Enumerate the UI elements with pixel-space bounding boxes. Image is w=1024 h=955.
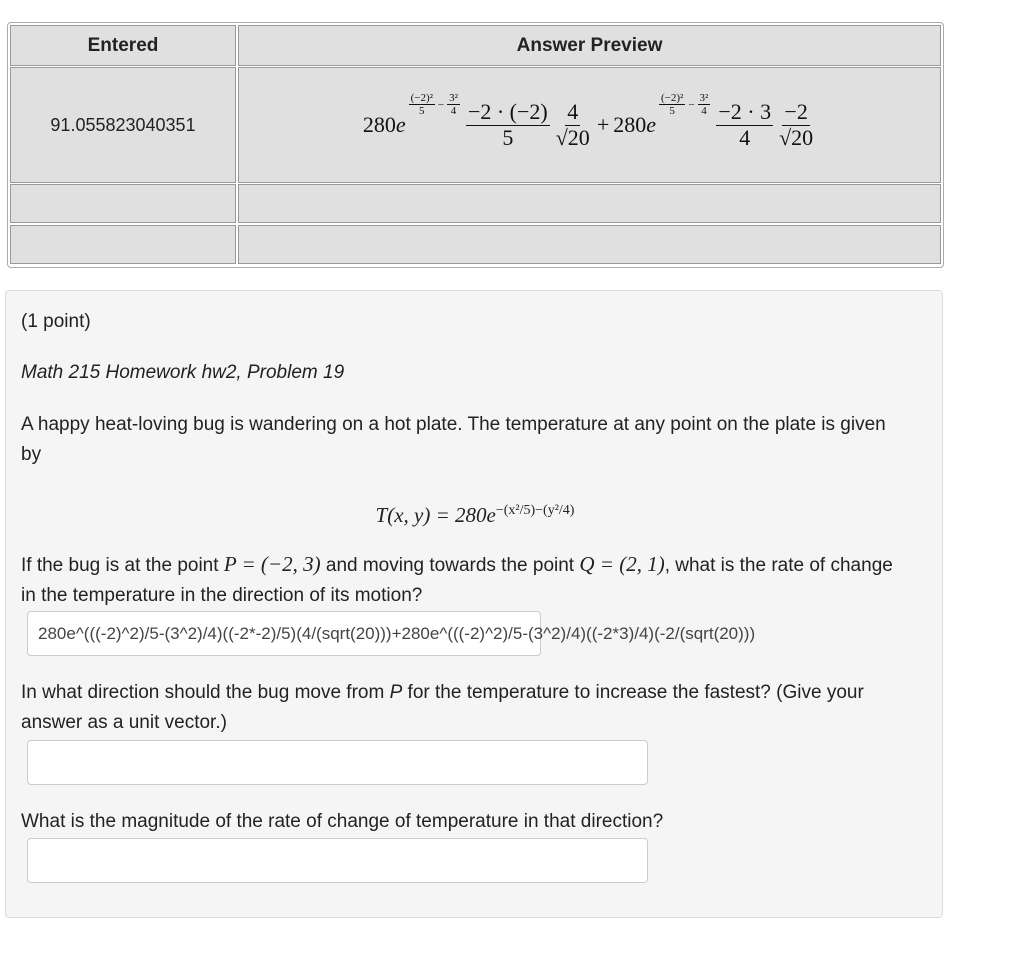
entered-empty bbox=[10, 184, 236, 223]
exponent bbox=[406, 92, 463, 117]
point-p: P bbox=[389, 682, 403, 703]
formula-exponent: −(x²/5)−(y²/4) bbox=[495, 503, 575, 518]
q1-text: and moving towards the point bbox=[320, 555, 580, 576]
preview-math bbox=[362, 92, 816, 150]
formula-lhs: T(x, y) = 280e bbox=[375, 503, 496, 527]
minus: − bbox=[688, 98, 695, 111]
problem-box bbox=[5, 290, 943, 918]
frac-den: √20 bbox=[779, 124, 814, 150]
point-p: P = (−2, 3) bbox=[223, 552, 321, 576]
problem-intro: A happy heat-loving bug is wandering on a hot plate. The temperature at any point on the plate is given by bbox=[21, 414, 886, 465]
q1-text: , what is the rate of change in the temperature in the direction of its motion? bbox=[21, 555, 893, 606]
question-2 bbox=[21, 678, 901, 738]
q1-text: If the bug is at the point bbox=[21, 555, 224, 576]
frac-num: −2 bbox=[784, 99, 808, 125]
problem-points: (1 point) bbox=[21, 311, 91, 332]
q2-text: In what direction should the bug move from bbox=[21, 682, 390, 703]
exp-den: 4 bbox=[450, 105, 457, 118]
preview-empty bbox=[238, 225, 941, 264]
frac-den: √20 bbox=[555, 124, 590, 150]
frac-den: 4 bbox=[739, 124, 751, 150]
frac-num: −2 · (−2) bbox=[467, 99, 548, 125]
answer-3-input[interactable] bbox=[27, 838, 648, 883]
answer-preview bbox=[238, 67, 941, 183]
question-1 bbox=[21, 549, 901, 611]
header-answer-preview: Answer Preview bbox=[238, 25, 941, 66]
entered-empty bbox=[10, 225, 236, 264]
exponent bbox=[656, 92, 713, 117]
q2-text: for the temperature to increase the fastest? (Give your answer as a unit vector.) bbox=[21, 682, 864, 733]
frac-num: −2 · 3 bbox=[718, 99, 772, 125]
answer-1-input[interactable]: 280e^(((-2)^2)/5-(3^2)/4)((-2*-2)/5)(4/(sqrt(20)))+280e^(((-2)^2)/5-(3^2)/4)((-2*3)/4)(-2/(sqrt(20))) bbox=[27, 611, 541, 656]
point-q: Q = (2, 1) bbox=[579, 552, 665, 576]
frac-num: 4 bbox=[567, 99, 579, 125]
entered-value: 91.055823040351 bbox=[10, 67, 236, 183]
answer-2-input[interactable] bbox=[27, 740, 648, 785]
exp-den: 5 bbox=[669, 105, 675, 118]
exp-num: (−2)² bbox=[661, 92, 684, 105]
e: e bbox=[646, 112, 656, 137]
exp-num: (−2)² bbox=[410, 92, 433, 105]
exp-den: 4 bbox=[701, 105, 707, 118]
temperature-formula bbox=[6, 496, 944, 530]
coef: 280 bbox=[362, 112, 396, 137]
minus: − bbox=[437, 98, 445, 111]
problem-title: Math 215 Homework hw2, Problem 19 bbox=[21, 362, 345, 383]
plus: + bbox=[596, 112, 610, 137]
exp-num: 3² bbox=[699, 92, 709, 105]
question-3: What is the magnitude of the rate of change of temperature in that direction? bbox=[21, 811, 664, 832]
answer-table bbox=[7, 22, 944, 268]
e: e bbox=[395, 112, 406, 137]
coef: 280 bbox=[613, 112, 647, 137]
exp-num: 3² bbox=[449, 92, 458, 105]
frac-den: 5 bbox=[502, 124, 514, 150]
preview-empty bbox=[238, 184, 941, 223]
header-entered: Entered bbox=[10, 25, 236, 66]
exp-den: 5 bbox=[418, 105, 425, 118]
